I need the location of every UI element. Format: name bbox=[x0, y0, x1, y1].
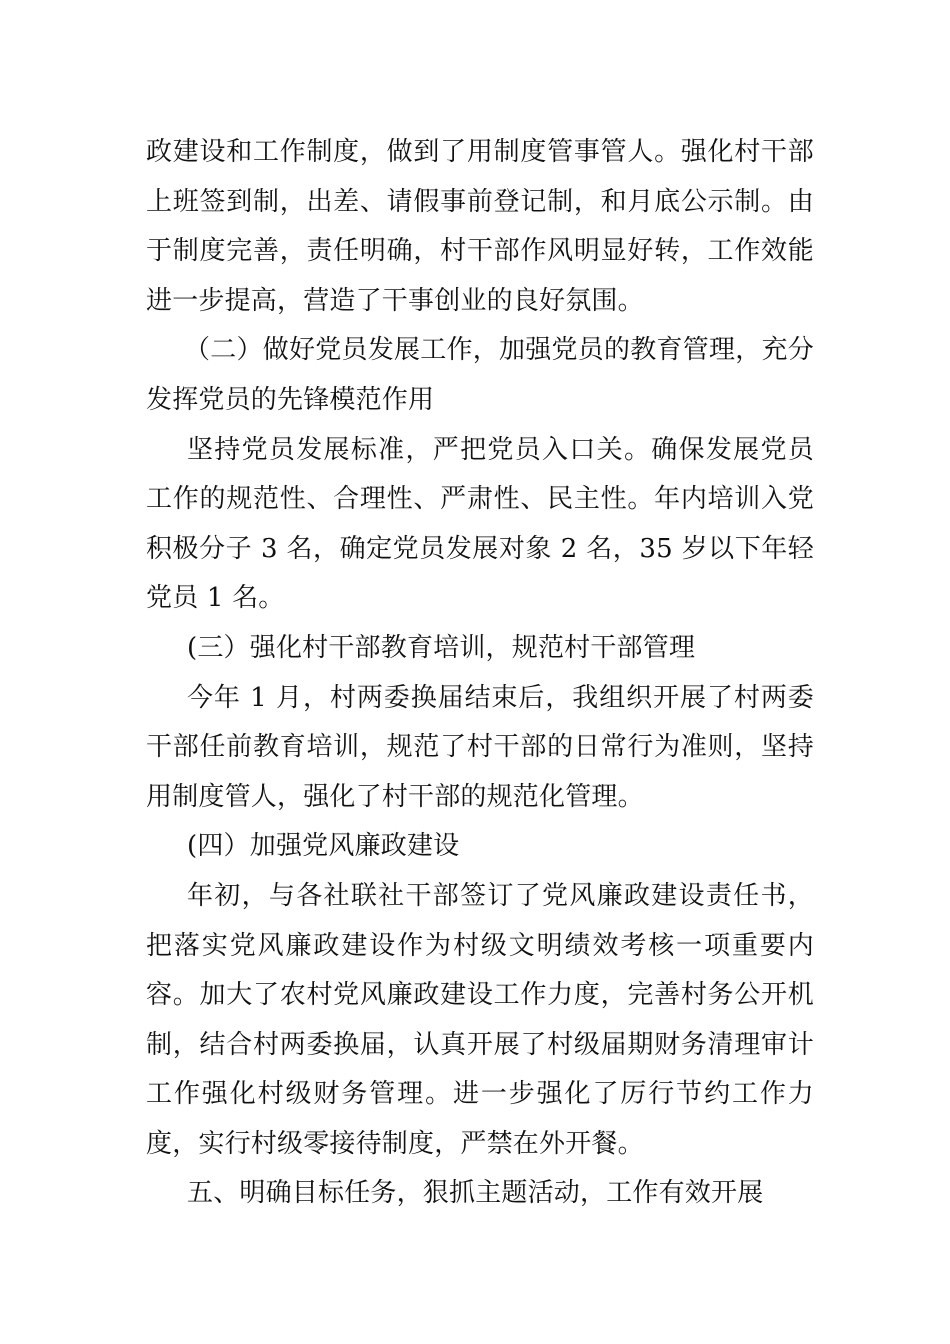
section-heading-3: (三）强化村干部教育培训，规范村干部管理 bbox=[187, 632, 696, 663]
section-heading-5: 五、明确目标任务，狠抓主题活动，工作有效开展 bbox=[187, 1178, 764, 1209]
paragraph-cadre-training: 今年 1 月，村两委换届结束后，我组织开展了村两委干部任前教育培训，规范了村干部的日常行为准则，坚持用制度管人，强化了村干部的规范化管理。 bbox=[146, 682, 814, 812]
paragraph-continuation: 政建设和工作制度，做到了用制度管事管人。强化村干部上班签到制，出差、请假事前登记制，和月底公示制。由于制度完善，责任明确，村干部作风明显好转，工作效能进一步提高，营造了干事创业的良好氛围。 bbox=[146, 137, 814, 316]
section-heading-4: (四）加强党风廉政建设 bbox=[187, 831, 460, 862]
section-heading-2: （二）做好党员发展工作，加强党员的教育管理，充分发挥党员的先锋模范作用 bbox=[146, 335, 814, 415]
paragraph-integrity: 年初，与各社联社干部签订了党风廉政建设责任书，把落实党风廉政建设作为村级文明绩效考核一项重要内容。加大了农村党风廉政建设工作力度，完善村务公开机制，结合村两委换届，认真开展了村级届期财务清理审计工作强化村级财务管理。进一步强化了厉行节约工作力度，实行村级零接待制度，严禁在外开餐。 bbox=[146, 880, 814, 1159]
paragraph-party-development: 坚持党员发展标准，严把党员入口关。确保发展党员工作的规范性、合理性、严肃性、民主性。年内培训入党积极分子 3 名，确定党员发展对象 2 名，35 岁以下年轻党员 1 名。 bbox=[146, 434, 814, 614]
document-body bbox=[146, 128, 814, 1219]
